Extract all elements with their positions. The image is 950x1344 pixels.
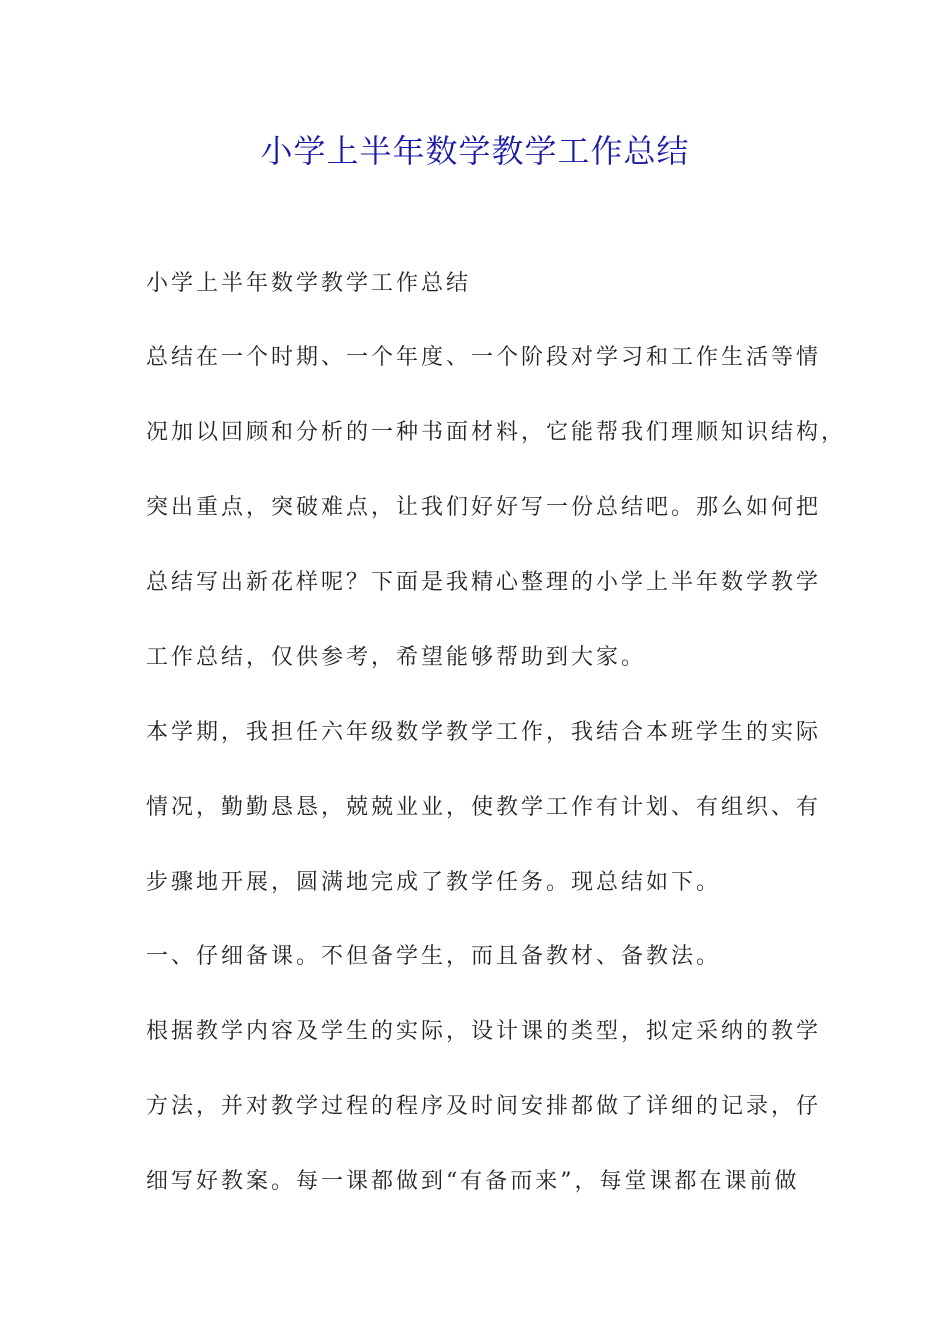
body-line: 方法，并对教学过程的程序及时间安排都做了详细的记录，仔: [146, 1094, 822, 1119]
body-line: 本学期，我担任六年级数学教学工作，我结合本班学生的实际: [146, 720, 822, 745]
body-line: 总结写出新花样呢？下面是我精心整理的小学上半年数学教学: [146, 570, 822, 595]
section-heading-line: 一、仔细备课。不但备学生，而且备教材、备教法。: [146, 944, 722, 969]
body-line: 总结在一个时期、一个年度、一个阶段对学习和工作生活等情: [146, 345, 822, 370]
subtitle-line: 小学上半年数学教学工作总结: [146, 271, 472, 296]
body-line: 情况，勤勤恳恳，兢兢业业，使教学工作有计划、有组织、有: [146, 795, 822, 820]
body-line: 步骤地开展，圆满地完成了教学任务。现总结如下。: [146, 870, 722, 895]
body-line: 细写好教案。每一课都做到“有备而来”，每堂课都在课前做: [146, 1169, 800, 1194]
body-line: 根据教学内容及学生的实际，设计课的类型，拟定采纳的教学: [146, 1019, 822, 1044]
body-line: 工作总结，仅供参考，希望能够帮助到大家。: [146, 645, 647, 670]
document-title: 小学上半年数学教学工作总结: [260, 132, 690, 170]
body-line: 况加以回顾和分析的一种书面材料，它能帮我们理顺知识结构，: [146, 420, 847, 445]
body-line: 突出重点，突破难点，让我们好好写一份总结吧。那么如何把: [146, 495, 822, 520]
